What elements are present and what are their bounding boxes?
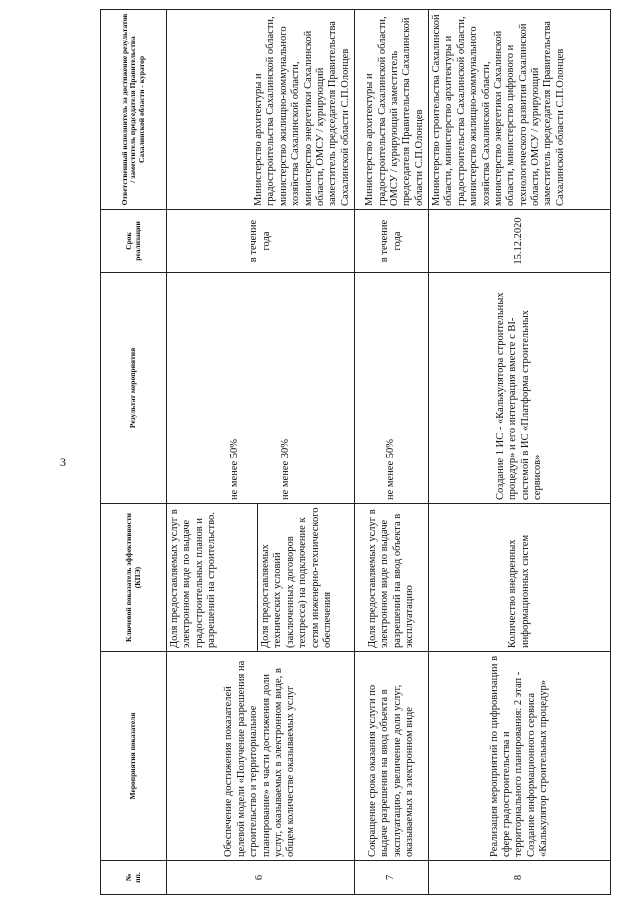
page-number: 3: [60, 455, 66, 469]
table-row: [429, 10, 611, 895]
result-text: не менее 30%: [279, 438, 291, 500]
header-num: № пп.: [101, 861, 167, 895]
header-period: Срок реализации: [101, 210, 167, 273]
table-row: [355, 10, 429, 895]
kpi-cell: [167, 504, 355, 652]
owner-text: Министерство строительства Сахалинской области, министерство архитектуры и градостроительства Сахалинской области, министерство жилищно-коммунального хозяйства Сахалинской области, министерство энергетики Сахалинской области, министерство цифрового и технологического развития Сахалинской области, ОМСУ / курирующий заместитель председателя Правительства Сахалинской области С.П.Олонцев: [429, 10, 611, 210]
kpi-text: Доля предоставляемых услуг в электронном виде по выдаче разрешений на ввод объекта в эксплуатацию: [355, 504, 429, 652]
owner-text: Министерство архитектуры и градостроительства Сахалинской области, министерство жилищно-коммунального хозяйства Сахалинской области, министерство энергетики Сахалинской области, ОМСУ / курирующий заместитель председателя Правительства Сахалинской области С.П.Олонцев: [167, 10, 355, 210]
result-cell: [167, 273, 355, 504]
kpi-text: Количество внедренных информационных систем: [429, 504, 611, 652]
header-measures: Мероприятия показателя: [101, 652, 167, 861]
measure-text: Реализация мероприятий по цифровизации в сфере градостроительства и территориального планирования: 2 этап - Создание информационного сервиса «Калькулятор строительных процедур»: [429, 652, 611, 861]
period-text: в течение года: [355, 210, 429, 273]
period-text: в течение года: [167, 210, 355, 273]
row-number: 8: [429, 861, 611, 895]
measures-table: [100, 9, 611, 895]
table-row: [167, 10, 355, 895]
rotated-table-container: [100, 10, 610, 895]
period-text: 15.12.2020: [429, 210, 611, 273]
row-number: 7: [355, 861, 429, 895]
measure-text: Сокращение срока оказания услуги по выдаче разрешения на ввод объекта в эксплуатацию, увеличение доли услуг, оказываемых в электронном виде: [355, 652, 429, 861]
header-result: Результат мероприятия: [101, 273, 167, 504]
result-text: не менее 50%: [355, 273, 429, 504]
header-owner: Ответственный исполнитель за достижение результатов / заместитель председателя Правительства Сахалинской области - куратор: [101, 10, 167, 210]
owner-text: Министерство архитектуры и градостроительства Сахалинской области, ОМСУ / курирующий заместитель председателя Правительства Сахалинской области С.П.Олонцев: [355, 10, 429, 210]
kpi-text: Доля предоставляемых технических условий (заключенных договоров техпресса) на подключение к сетям инженерно-технического обеспечения: [260, 507, 333, 648]
header-kpi: Ключевой показатель эффективности (КПЭ): [101, 504, 167, 652]
row-number: 6: [167, 861, 355, 895]
result-text: Создание 1 ИС - «Калькулятора строительных процедур» и его интеграция вместе с BI-системой в ИС «Платформа строительных сервисов»: [429, 273, 611, 504]
measure-text: Обеспечение достижения показателей целевой модели «Получение разрешения на строительство и территориальное планирование» в части достижения доли услуг, оказываемых в электронном виде, в общем количестве оказываемых услуг: [167, 652, 355, 861]
table-header-row: [101, 10, 167, 895]
kpi-text: Доля предоставляемых услуг в электронном виде по выдаче градостроительных планов и разрешений на строительство.: [167, 504, 258, 651]
result-text: не менее 50%: [229, 438, 241, 500]
